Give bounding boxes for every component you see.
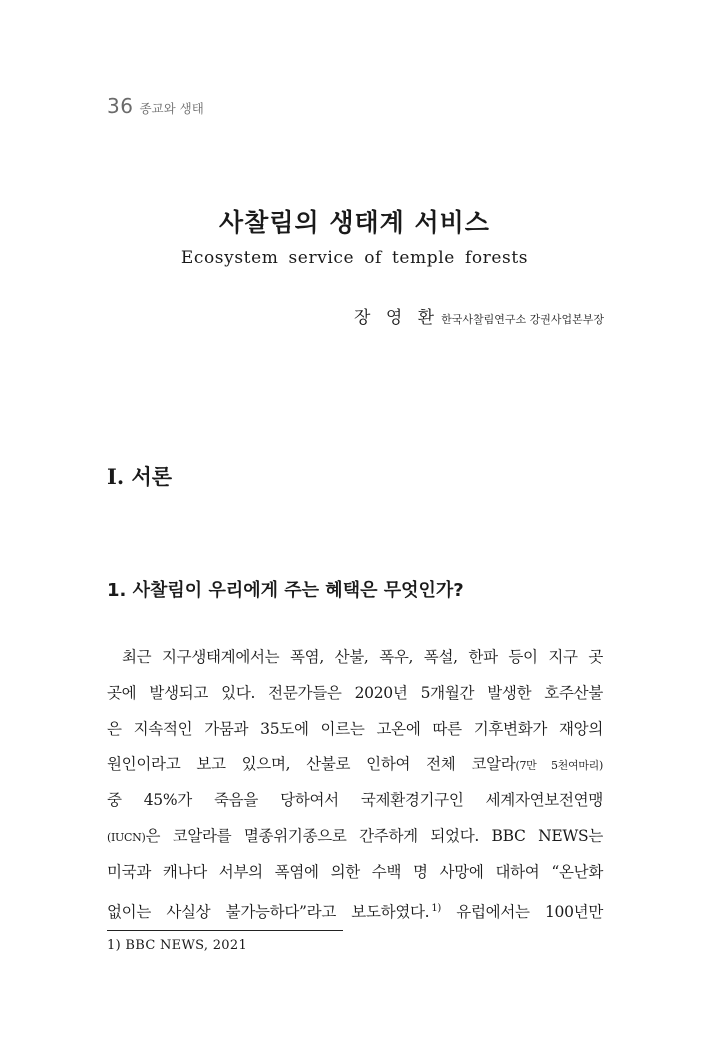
body-line-3: 은 지속적인 가뭄과 35도에 이르는 고온에 따른 기후변화가 재앙의: [107, 719, 603, 738]
body-line-8-end: 유럽에서는 100년만: [440, 902, 604, 921]
body-line-8-text: 없이는 사실상 불가능하다”라고 보도하였다.: [107, 902, 430, 921]
footnote-ref: 1): [431, 902, 441, 914]
body-line-6: [107, 819, 603, 855]
body-line-4-text: 원인이라고 보고 있으며, 산불로 인하여 전체 코알라: [107, 755, 516, 774]
body-line-1: 최근 지구생태계에서는 폭염, 산불, 폭우, 폭설, 한파 등이 지구 곳: [122, 648, 603, 666]
article-title: 사찰림의 생태계 서비스: [219, 208, 490, 237]
body-line-5: 중 45%가 죽음을 당하여서 국제환경기구인 세계자연보전연맹: [107, 791, 603, 810]
article-subtitle: Ecosystem service of temple forests: [180, 248, 529, 268]
author-affiliation: 한국사찰림연구소 강권사업본부장: [441, 313, 604, 326]
koala-count-note: (7만 5천여마리): [515, 759, 603, 773]
running-head: [107, 94, 204, 118]
body-line-8: [107, 891, 603, 927]
body-line-2: 곳에 발생되고 있다. 전문가들은 2020년 5개월간 발생한 호주산불: [107, 683, 603, 702]
running-head-section: 종교와 생태: [139, 101, 204, 116]
author-line: [354, 303, 604, 328]
body-line-4: [107, 747, 603, 783]
body-line-6-text: 은 코알라를 멸종위기종으로 간주하게 되었다. BBC NEWS는: [145, 826, 603, 845]
footnote-divider: [107, 930, 343, 931]
footnote: 1) BBC NEWS, 2021: [107, 938, 248, 953]
page-number: 36: [107, 94, 134, 118]
body-paragraph: [107, 640, 603, 926]
subsection-heading: 1. 사찰림이 우리에게 주는 혜택은 무엇인가?: [107, 580, 464, 601]
iucn-abbrev: (IUCN): [107, 830, 146, 844]
section-heading: Ⅰ. 서론: [107, 464, 173, 489]
body-line-7: 미국과 캐나다 서부의 폭염에 의한 수백 명 사망에 대하여 “온난화: [107, 862, 603, 881]
author-name: 장 영 환: [354, 308, 440, 328]
